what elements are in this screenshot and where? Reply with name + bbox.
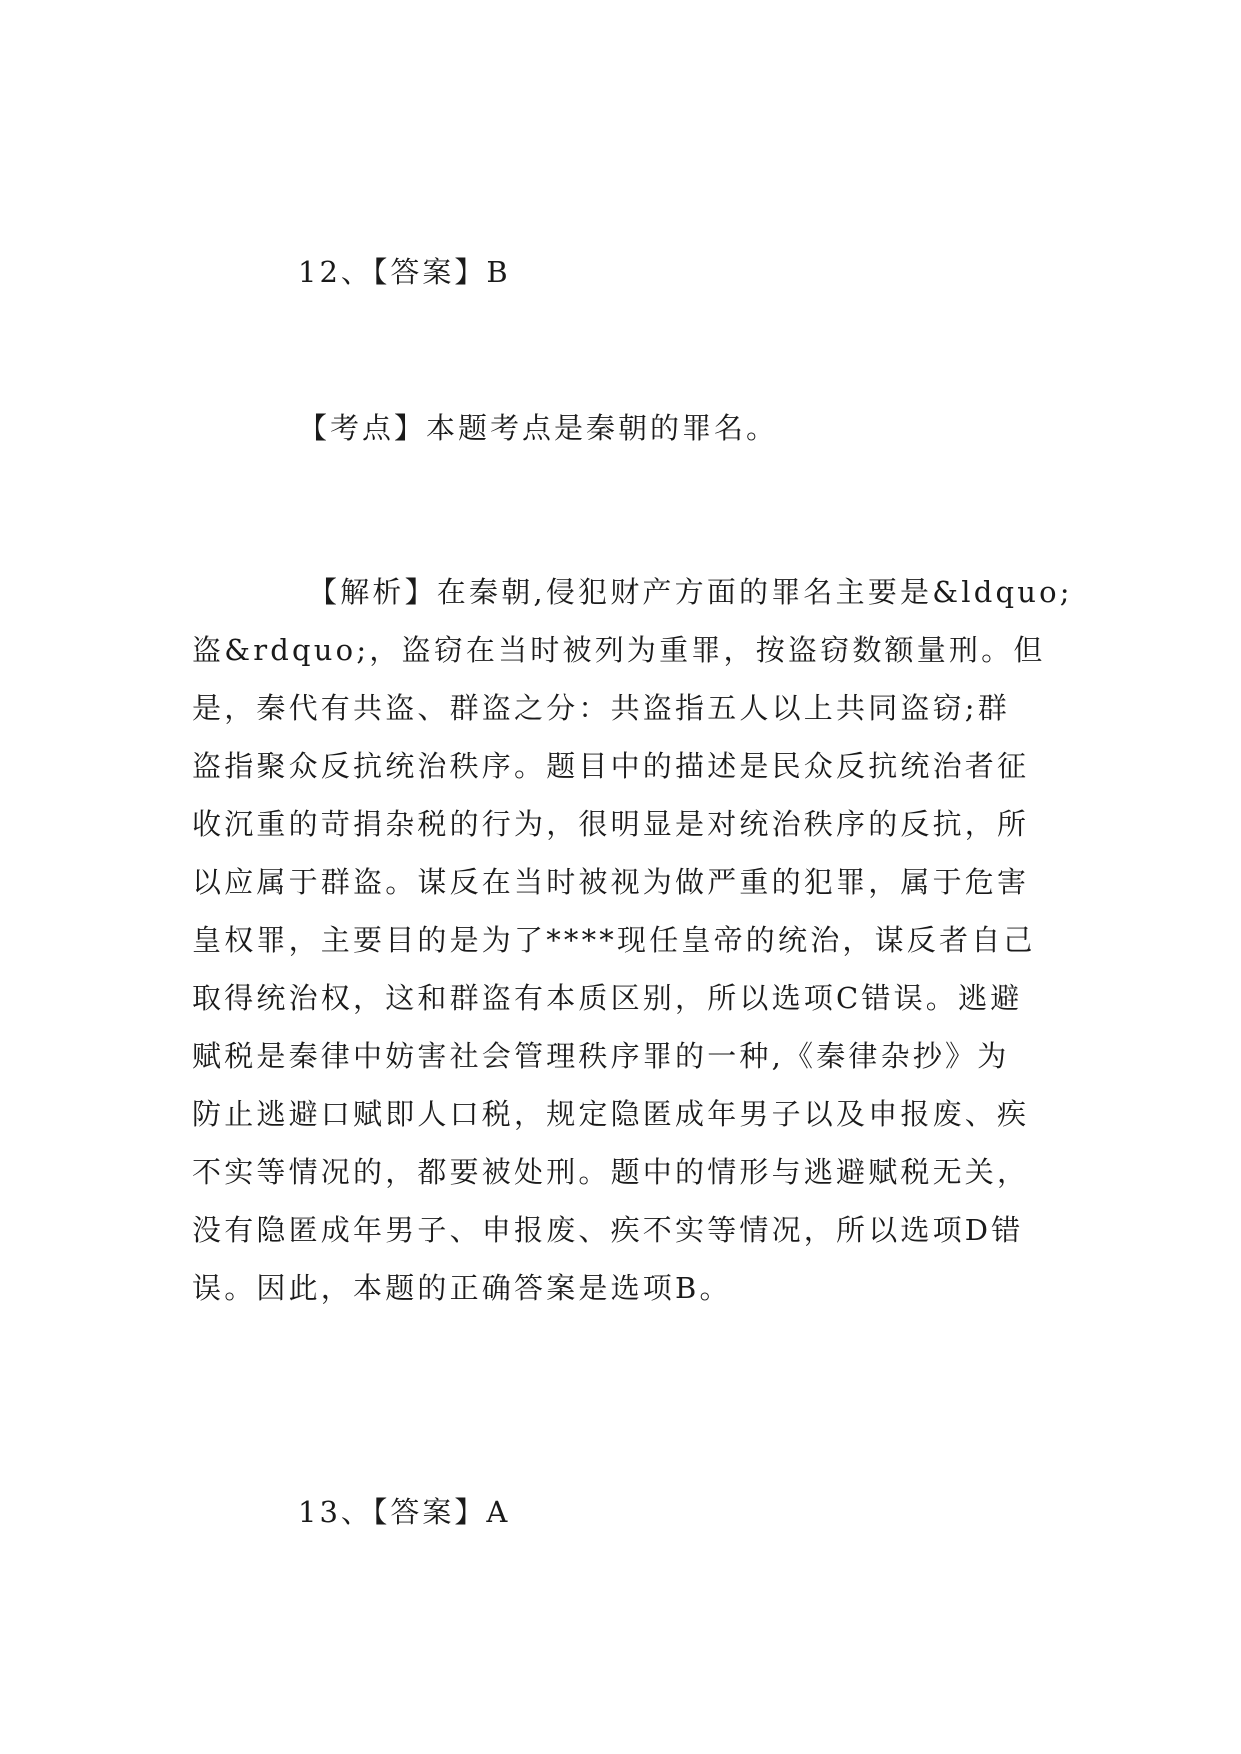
jiexi-paragraph [192,563,1073,1317]
answer-13-heading: 13、【答案】A [298,1495,511,1529]
kaodian-line: 【考点】本题考点是秦朝的罪名。 [298,411,779,445]
jiexi-line: 防止逃避口赋即人口税，规定隐匿成年男子以及申报废、疾 [192,1097,1030,1131]
jiexi-line: 以应属于群盗。谋反在当时被视为做严重的犯罪，属于危害 [192,865,1030,899]
jiexi-line: 收沉重的苛捐杂税的行为，很明显是对统治秩序的反抗，所 [192,807,1030,841]
jiexi-line: 赋税是秦律中妨害社会管理秩序罪的一种,《秦律杂抄》为 [192,1039,1010,1073]
jiexi-line: 【解析】在秦朝,侵犯财产方面的罪名主要是&ldquo; [308,575,1073,609]
jiexi-line: 盗&rdquo;，盗窃在当时被列为重罪，按盗窃数额量刑。但 [192,633,1046,667]
jiexi-line: 误。因此，本题的正确答案是选项B。 [192,1271,732,1305]
answer-12-heading: 12、【答案】B [298,255,511,289]
jiexi-line: 取得统治权，这和群盗有本质区别，所以选项C错误。逃避 [192,981,1023,1015]
jiexi-line: 没有隐匿成年男子、申报废、疾不实等情况，所以选项D错 [192,1213,1024,1247]
jiexi-line: 不实等情况的，都要被处刑。题中的情形与逃避赋税无关， [192,1155,1030,1189]
jiexi-line: 盗指聚众反抗统治秩序。题目中的描述是民众反抗统治者征 [192,749,1030,783]
jiexi-line: 是，秦代有共盗、群盗之分：共盗指五人以上共同盗窃;群 [192,691,1010,725]
jiexi-line: 皇权罪，主要目的是为了****现任皇帝的统治，谋反者自己 [192,923,1036,957]
